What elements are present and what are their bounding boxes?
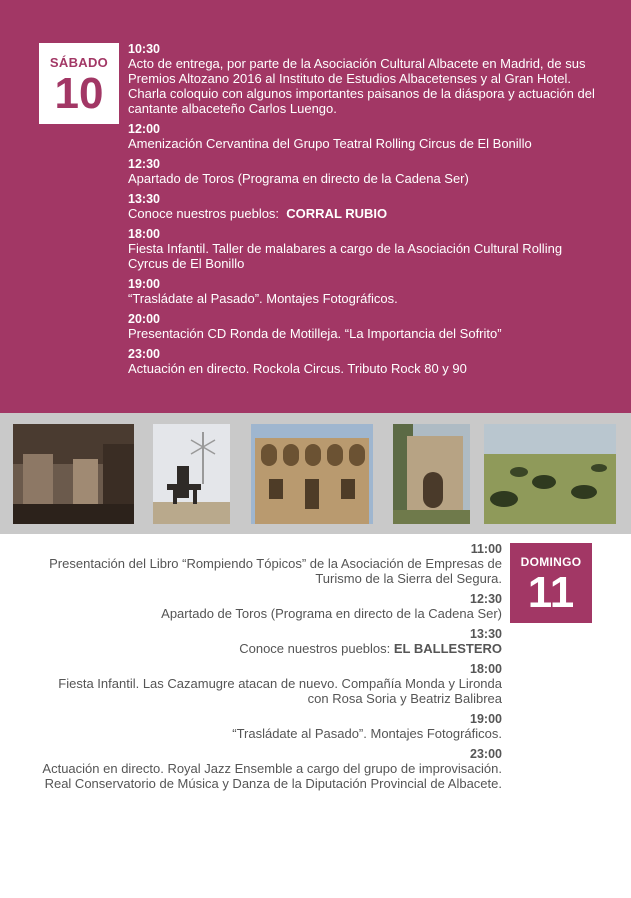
schedule-event bbox=[40, 747, 502, 791]
sunday-schedule bbox=[40, 542, 502, 797]
schedule-event bbox=[128, 312, 598, 341]
museum-interior-photo bbox=[13, 424, 134, 524]
event-text: Amenización Cervantina del Grupo Teatral Rolling Circus de El Bonillo bbox=[128, 136, 532, 151]
featured-town: CORRAL RUBIO bbox=[286, 206, 388, 221]
event-time: 13:30 bbox=[470, 627, 502, 641]
holm-oak-field-photo bbox=[484, 424, 616, 524]
event-text: “Trasládate al Pasado”. Montajes Fotográficos. bbox=[232, 726, 502, 741]
event-time: 10:30 bbox=[128, 42, 160, 56]
event-time: 19:00 bbox=[470, 712, 502, 726]
event-time: 23:00 bbox=[470, 747, 502, 761]
schedule-event bbox=[128, 277, 598, 306]
event-text: Apartado de Toros (Programa en directo de la Cadena Ser) bbox=[128, 171, 469, 186]
sunday-day-name: DOMINGO bbox=[520, 555, 582, 569]
schedule-event bbox=[128, 227, 598, 271]
saturday-schedule bbox=[128, 42, 598, 382]
event-time: 23:00 bbox=[128, 347, 160, 361]
schedule-event bbox=[40, 592, 502, 621]
schedule-event bbox=[40, 662, 502, 706]
event-time: 20:00 bbox=[128, 312, 160, 326]
quixote-sculpture-windmill-photo bbox=[153, 424, 230, 524]
event-time: 12:30 bbox=[128, 157, 160, 171]
event-time: 19:00 bbox=[128, 277, 160, 291]
event-time: 12:30 bbox=[470, 592, 502, 606]
event-text: Fiesta Infantil. Las Cazamugre atacan de nuevo. Compañía Monda y Lironda con Rosa Soria y Beatriz Balibrea bbox=[58, 676, 502, 706]
event-time: 11:00 bbox=[470, 542, 502, 556]
schedule-event bbox=[128, 192, 598, 221]
event-text: Presentación del Libro “Rompiendo Tópicos” de la Asociación de Empresas de Turismo de la Sierra del Segura. bbox=[49, 556, 502, 586]
featured-town: EL BALLESTERO bbox=[393, 641, 502, 656]
event-text: “Trasládate al Pasado”. Montajes Fotográficos. bbox=[128, 291, 398, 306]
event-text: Conoce nuestros pueblos: CORRAL RUBIO bbox=[128, 206, 388, 221]
schedule-event bbox=[128, 347, 598, 376]
event-text: Conoce nuestros pueblos: EL BALLESTERO bbox=[239, 641, 502, 656]
event-text: Actuación en directo. Royal Jazz Ensemble a cargo del grupo de improvisación. Real Conservatorio de Música y Danza de la Diputación Provincial de Albacete. bbox=[42, 761, 502, 791]
event-time: 12:00 bbox=[128, 122, 160, 136]
event-text: Apartado de Toros (Programa en directo de la Cadena Ser) bbox=[161, 606, 502, 621]
saturday-day-name: SÁBADO bbox=[49, 55, 109, 70]
church-facade-photo bbox=[393, 424, 470, 524]
event-text: Actuación en directo. Rockola Circus. Tributo Rock 80 y 90 bbox=[128, 361, 467, 376]
schedule-event bbox=[128, 157, 598, 186]
event-time: 18:00 bbox=[128, 227, 160, 241]
saturday-day-number: 10 bbox=[54, 69, 104, 118]
event-text: Fiesta Infantil. Taller de malabares a cargo de la Asociación Cultural Rolling Cyrcus de El Bonillo bbox=[128, 241, 563, 271]
event-text: Presentación CD Ronda de Motilleja. “La Importancia del Sofrito” bbox=[128, 326, 502, 341]
event-text: Acto de entrega, por parte de la Asociación Cultural Albacete en Madrid, de sus Premios Altozano 2016 al Instituto de Estudios Albacetenses y al Gran Hotel. Charla coloquio con algunos importantes paisanos de la diáspora y actuación del cantante albaceteño Carlos Luengo. bbox=[128, 56, 595, 116]
sunday-day-number: 11 bbox=[527, 568, 575, 617]
sunday-date-badge bbox=[510, 543, 592, 623]
schedule-event bbox=[40, 542, 502, 586]
schedule-event bbox=[40, 627, 502, 656]
arcaded-palace-photo bbox=[251, 424, 373, 524]
schedule-event bbox=[128, 42, 598, 116]
event-time: 18:00 bbox=[470, 662, 502, 676]
event-time: 13:30 bbox=[128, 192, 160, 206]
saturday-date-badge bbox=[39, 43, 119, 124]
schedule-event bbox=[128, 122, 598, 151]
schedule-event bbox=[40, 712, 502, 741]
